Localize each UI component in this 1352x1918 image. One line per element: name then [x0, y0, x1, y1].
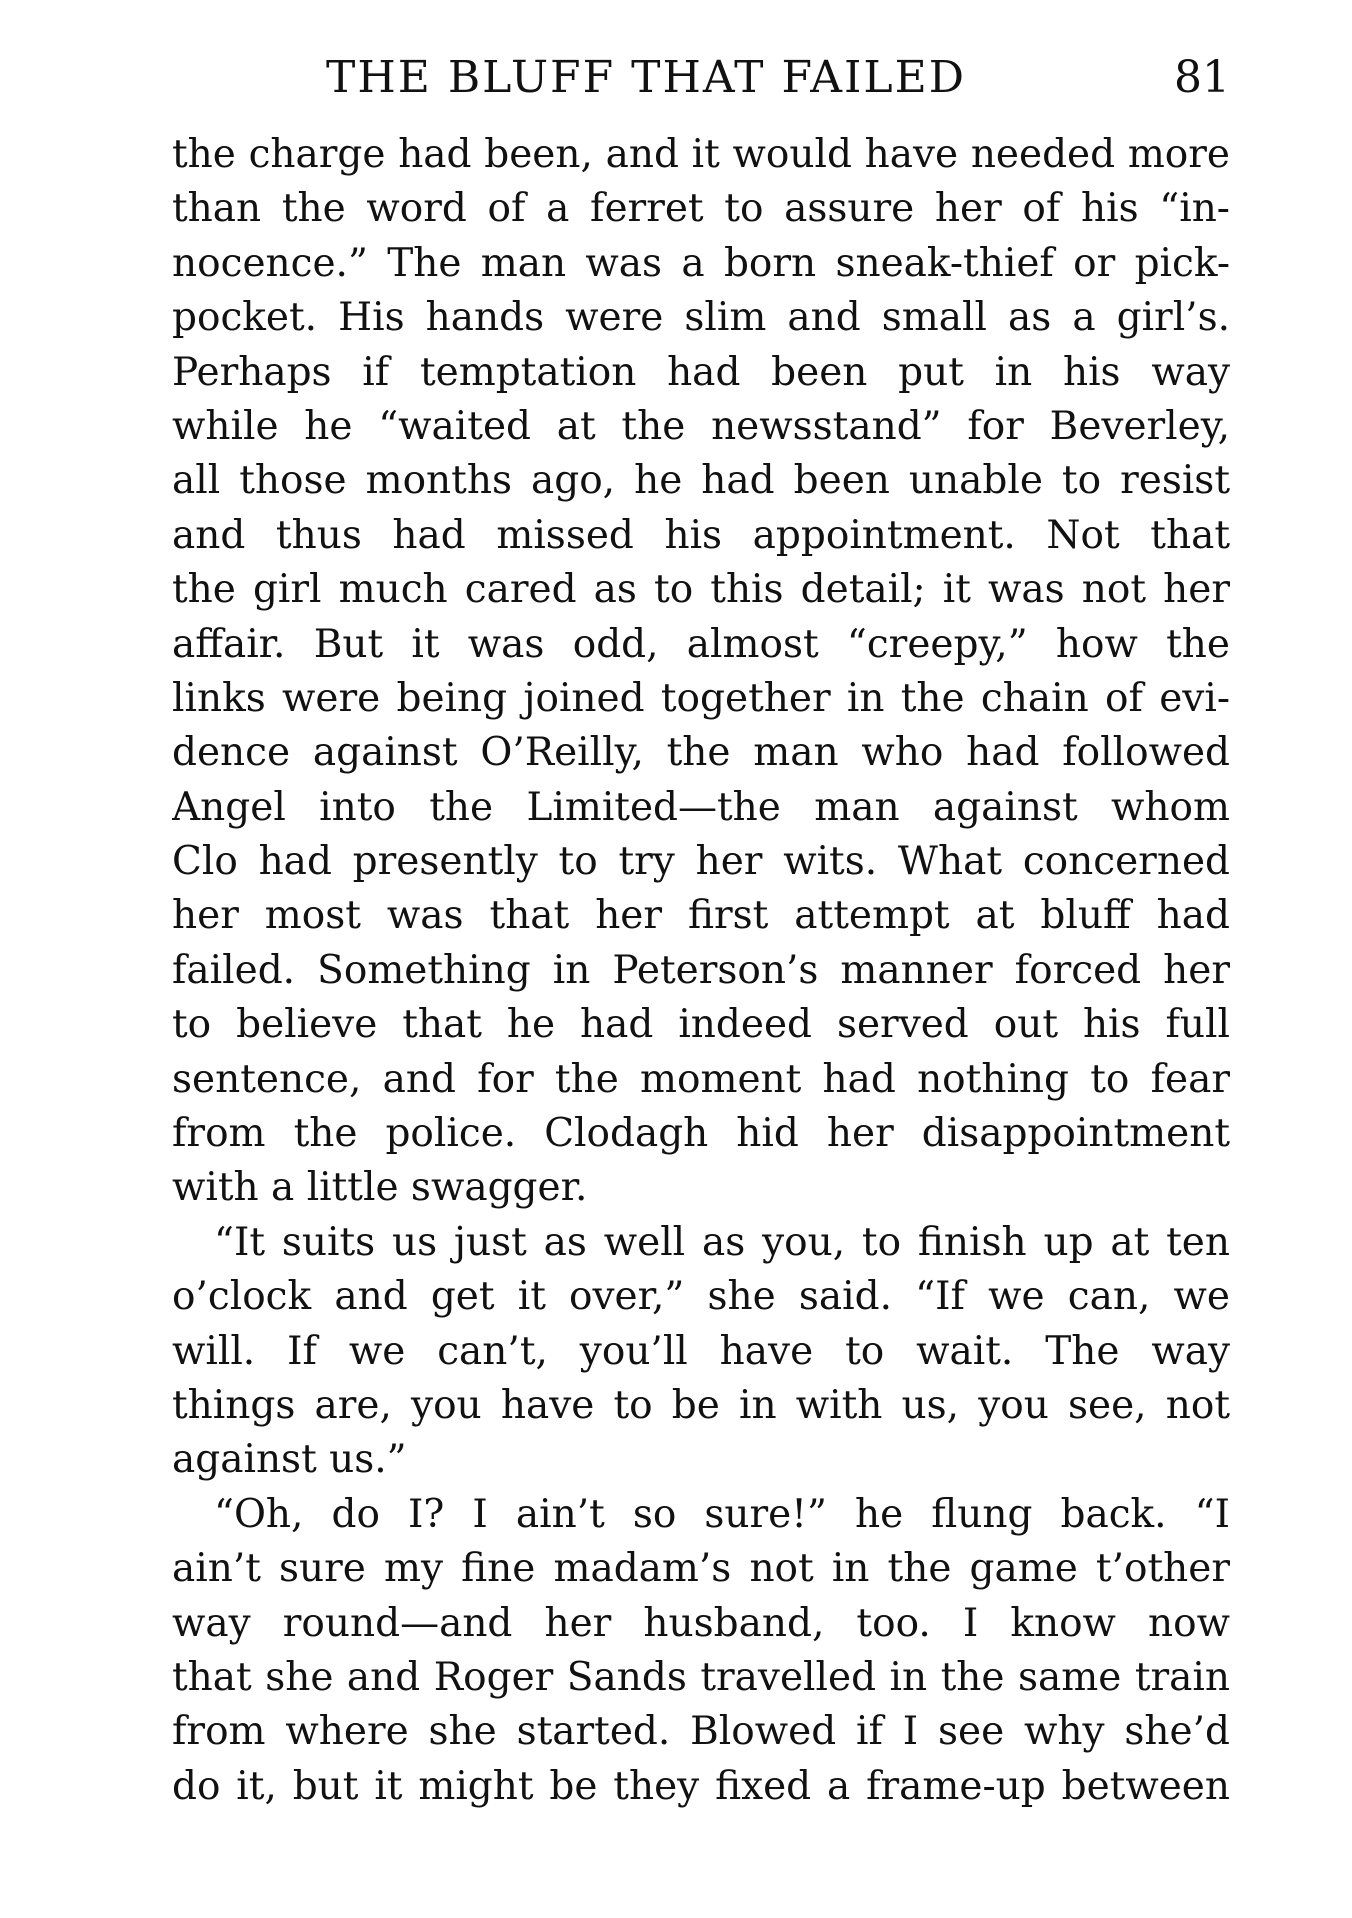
text-line: nocence.” The man was a born sneak-thief or pick- [172, 240, 1230, 286]
text-line: from where she started. Blowed if I see why she’d [172, 1709, 1230, 1755]
text-line: pocket. His hands were slim and small as a girl’s. [172, 295, 1230, 341]
running-head [172, 48, 1230, 108]
text-line: do it, but it might be they fixed a frame-up between [172, 1763, 1230, 1809]
text-line: Perhaps if temptation had been put in his way [172, 349, 1230, 395]
text-line: than the word of a ferret to assure her of his “in- [172, 186, 1230, 232]
text-line: things are, you have to be in with us, you see, not [172, 1382, 1230, 1428]
text-line: while he “waited at the newsstand” for Beverley, [172, 403, 1230, 449]
text-line: the girl much cared as to this detail; it was not her [172, 567, 1230, 613]
text-line: against us.” [172, 1437, 407, 1483]
text-line: sentence, and for the moment had nothing to fear [172, 1056, 1230, 1102]
text-line: “Oh, do I? I ain’t so sure!” he flung back. “I [214, 1491, 1230, 1537]
text-line: and thus had missed his appointment. Not that [172, 512, 1230, 558]
text-line: with a little swagger. [172, 1165, 588, 1211]
text-line: failed. Something in Peterson’s manner forced her [172, 947, 1230, 993]
text-line: will. If we can’t, you’ll have to wait. The way [172, 1328, 1230, 1374]
text-line: the charge had been, and it would have needed more [172, 132, 1230, 177]
text-line: that she and Roger Sands travelled in the same train [172, 1654, 1230, 1700]
body-text [172, 128, 1230, 1814]
text-line: Angel into the Limited—the man against whom [172, 784, 1230, 830]
text-line: to believe that he had indeed served out his full [172, 1002, 1230, 1048]
text-line: dence against O’Reilly, the man who had followed [172, 730, 1230, 776]
page-number: 81 [1174, 52, 1230, 103]
text-line: affair. But it was odd, almost “creepy,” how the [172, 621, 1230, 667]
text-line: o’clock and get it over,” she said. “If we can, we [172, 1274, 1230, 1320]
running-title: THE BLUFF THAT FAILED [326, 52, 966, 103]
text-line: way round—and her husband, too. I know now [172, 1600, 1230, 1646]
text-line: ain’t sure my fine madam’s not in the game t’other [172, 1546, 1230, 1592]
text-line: “It suits us just as well as you, to finish up at ten [214, 1219, 1230, 1265]
text-line: all those months ago, he had been unable to resist [172, 458, 1230, 504]
text-line: from the police. Clodagh hid her disappointment [172, 1111, 1230, 1157]
text-line: links were being joined together in the chain of evi- [172, 675, 1230, 721]
text-line: Clo had presently to try her wits. What concerned [172, 839, 1230, 885]
text-line: her most was that her first attempt at bluff had [172, 893, 1230, 939]
